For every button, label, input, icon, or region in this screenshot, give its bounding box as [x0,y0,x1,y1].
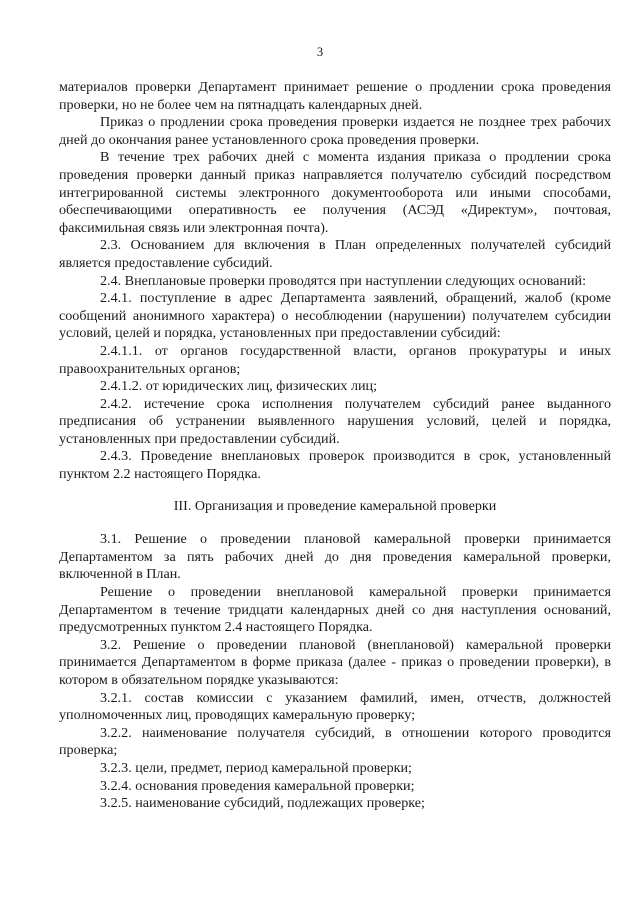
paragraph: 2.4.1. поступление в адрес Департамента заявлений, обращений, жалоб (кроме сообщений анонимного характера) о несоблюдении (нарушении) получателем субсидии условий, целей и порядка, установленных при предоставлении субсидий: [59,290,611,342]
paragraph: Решение о проведении внеплановой камеральной проверки принимается Департаментом в течение тридцати календарных дней со дня наступления оснований, предусмотренных пунктом 2.4 настоящего Порядка. [59,584,611,636]
paragraph: 3.2. Решение о проведении плановой (внеплановой) камеральной проверки принимается Департаментом в форме приказа (далее - приказ о проведении проверки), в котором в обязательном порядке указываются: [59,636,611,688]
paragraph: 2.3. Основанием для включения в План определенных получателей субсидий является предоставление субсидий. [59,237,611,271]
paragraph: 3.2.5. наименование субсидий, подлежащих проверке; [100,795,425,812]
paragraph: 3.2.1. состав комиссии с указанием фамилий, имен, отчеств, должностей уполномоченных лиц, проводящих камеральную проверку; [59,689,611,724]
paragraph: 3.2.3. цели, предмет, период камеральной проверки; [100,759,412,776]
paragraph: 2.4.3. Проведение внеплановых проверок производится в срок, установленный пунктом 2.2 настоящего Порядка. [59,448,611,483]
paragraph: 2.4.1.2. от юридических лиц, физических лиц; [100,378,377,395]
paragraph: 2.4.1.1. от органов государственной власти, органов прокуратуры и иных правоохранительных органов; [59,342,611,377]
page-number: 3 [316,45,324,59]
paragraph: Приказ о продлении срока проведения проверки издается не позднее трех рабочих дней до окончания ранее установленного срока проведения проверки. [59,114,611,148]
paragraph: 2.4.2. истечение срока исполнения получателем субсидий ранее выданного предписания об устранении выявленного нарушения условий, целей и порядка, установленных при предоставлении субсидий. [59,395,611,447]
paragraph: материалов проверки Департамент принимает решение о продлении срока проведения проверки, но не более чем на пятнадцать календарных дней. [59,79,611,113]
paragraph: 2.4. Внеплановые проверки проводятся при наступлении следующих оснований: [100,272,586,289]
document-body [59,79,611,813]
paragraph: В течение трех рабочих дней с момента издания приказа о продлении срока проведения проверки данный приказ направляется получателю субсидий посредством интегрированной системы электронного документооборота или иными способами, обеспечивающими оперативность ее получения (АСЭД «Директум», почтовая, факсимильная связь или электронная почта). [59,149,611,236]
paragraph: 3.2.2. наименование получателя субсидий, в отношении которого проводится проверка; [59,724,611,759]
paragraph: 3.1. Решение о проведении плановой камеральной проверки принимается Департаментом за пять рабочих дней до дня проведения камеральной проверки, включенной в План. [59,531,611,583]
section-heading: III. Организация и проведение камеральной проверки [173,497,497,514]
paragraph: 3.2.4. основания проведения камеральной проверки; [100,777,415,794]
